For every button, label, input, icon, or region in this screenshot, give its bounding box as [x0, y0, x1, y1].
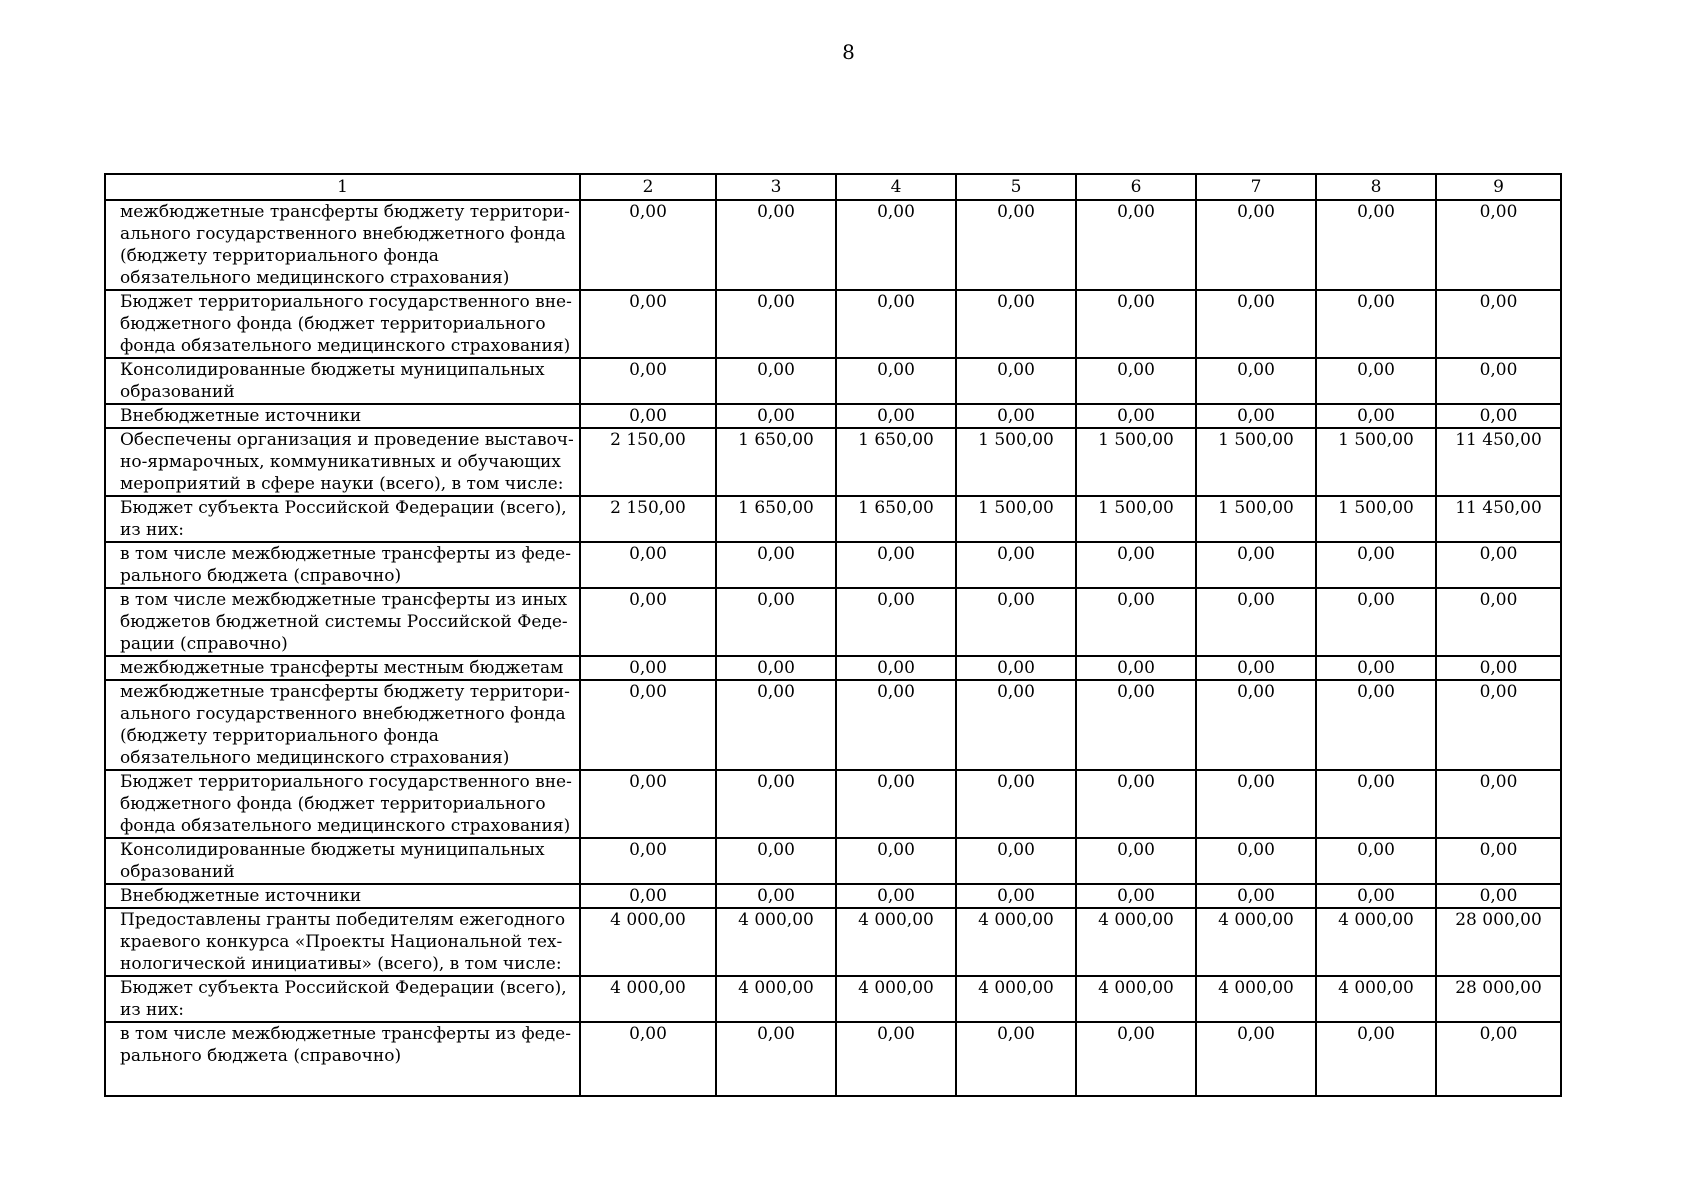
cell-value: 0,00 — [580, 290, 716, 358]
cell-value: 4 000,00 — [580, 976, 716, 1022]
cell-value: 0,00 — [716, 200, 836, 290]
cell-value: 1 500,00 — [1196, 496, 1316, 542]
cell-value: 4 000,00 — [1196, 976, 1316, 1022]
table-header — [105, 174, 1561, 200]
page-number: 8 — [842, 40, 855, 64]
column-header-2: 2 — [580, 174, 716, 200]
cell-value: 0,00 — [1436, 656, 1561, 680]
column-header-5: 5 — [956, 174, 1076, 200]
cell-value: 2 150,00 — [580, 428, 716, 496]
cell-value: 0,00 — [1436, 1022, 1561, 1096]
cell-value: 0,00 — [716, 290, 836, 358]
cell-value: 11 450,00 — [1436, 496, 1561, 542]
row-label: Бюджет территориального государственного вне-бюджетного фонда (бюджет территориального фонда обязательного медицинского страхования) — [105, 770, 580, 838]
cell-value: 0,00 — [1316, 290, 1436, 358]
table-row — [105, 200, 1561, 290]
cell-value: 0,00 — [580, 542, 716, 588]
table-row — [105, 770, 1561, 838]
cell-value: 0,00 — [716, 680, 836, 770]
header-row — [105, 174, 1561, 200]
cell-value: 0,00 — [716, 1022, 836, 1096]
cell-value: 11 450,00 — [1436, 428, 1561, 496]
cell-value: 4 000,00 — [580, 908, 716, 976]
cell-value: 0,00 — [1436, 884, 1561, 908]
row-label: Бюджет субъекта Российской Федерации (всего), из них: — [105, 496, 580, 542]
column-header-6: 6 — [1076, 174, 1196, 200]
table-row — [105, 496, 1561, 542]
cell-value: 0,00 — [1196, 588, 1316, 656]
cell-value: 4 000,00 — [836, 976, 956, 1022]
cell-value: 0,00 — [956, 542, 1076, 588]
cell-value: 0,00 — [956, 358, 1076, 404]
cell-value: 0,00 — [1196, 358, 1316, 404]
cell-value: 0,00 — [580, 404, 716, 428]
cell-value: 1 500,00 — [1316, 428, 1436, 496]
cell-value: 0,00 — [836, 770, 956, 838]
cell-value: 0,00 — [1076, 542, 1196, 588]
cell-value: 0,00 — [716, 404, 836, 428]
table-row — [105, 976, 1561, 1022]
row-label: Обеспечены организация и проведение выставоч-но-ярмарочных, коммуникативных и обучающих мероприятий в сфере науки (всего), в том числе: — [105, 428, 580, 496]
cell-value: 0,00 — [956, 770, 1076, 838]
table-row — [105, 404, 1561, 428]
cell-value: 0,00 — [1436, 200, 1561, 290]
cell-value: 0,00 — [1076, 290, 1196, 358]
cell-value: 4 000,00 — [1196, 908, 1316, 976]
cell-value: 0,00 — [956, 838, 1076, 884]
cell-value: 0,00 — [1076, 588, 1196, 656]
row-label: Бюджет территориального государственного вне-бюджетного фонда (бюджет территориального фонда обязательного медицинского страхования) — [105, 290, 580, 358]
cell-value: 0,00 — [1076, 200, 1196, 290]
cell-value: 0,00 — [580, 656, 716, 680]
cell-value: 0,00 — [580, 838, 716, 884]
cell-value: 4 000,00 — [1076, 908, 1196, 976]
cell-value: 0,00 — [836, 200, 956, 290]
cell-value: 0,00 — [1436, 680, 1561, 770]
cell-value: 0,00 — [716, 770, 836, 838]
cell-value: 0,00 — [1316, 680, 1436, 770]
cell-value: 28 000,00 — [1436, 976, 1561, 1022]
cell-value: 0,00 — [956, 680, 1076, 770]
cell-value: 28 000,00 — [1436, 908, 1561, 976]
cell-value: 0,00 — [836, 588, 956, 656]
cell-value: 1 500,00 — [1316, 496, 1436, 542]
cell-value: 0,00 — [1196, 404, 1316, 428]
cell-value: 0,00 — [716, 542, 836, 588]
cell-value: 0,00 — [716, 838, 836, 884]
cell-value: 0,00 — [580, 680, 716, 770]
cell-value: 0,00 — [836, 680, 956, 770]
table-row — [105, 358, 1561, 404]
cell-value: 0,00 — [716, 884, 836, 908]
cell-value: 0,00 — [716, 588, 836, 656]
cell-value: 0,00 — [1436, 838, 1561, 884]
cell-value: 0,00 — [1076, 884, 1196, 908]
cell-value: 1 500,00 — [956, 496, 1076, 542]
cell-value: 0,00 — [580, 884, 716, 908]
cell-value: 1 650,00 — [836, 428, 956, 496]
cell-value: 0,00 — [1316, 838, 1436, 884]
row-label: в том числе межбюджетные трансферты из феде-рального бюджета (справочно) — [105, 1022, 580, 1096]
cell-value: 0,00 — [956, 656, 1076, 680]
cell-value: 0,00 — [1196, 770, 1316, 838]
table-row — [105, 428, 1561, 496]
cell-value: 0,00 — [1196, 680, 1316, 770]
cell-value: 4 000,00 — [716, 976, 836, 1022]
cell-value: 0,00 — [956, 290, 1076, 358]
cell-value: 4 000,00 — [1316, 908, 1436, 976]
cell-value: 0,00 — [1076, 404, 1196, 428]
cell-value: 0,00 — [1076, 1022, 1196, 1096]
cell-value: 0,00 — [1436, 358, 1561, 404]
row-label: в том числе межбюджетные трансферты из иных бюджетов бюджетной системы Российской Феде-рации (справочно) — [105, 588, 580, 656]
row-label: межбюджетные трансферты бюджету территори-ального государственного внебюджетного фонда (бюджету территориального фонда обязательного медицинского страхования) — [105, 200, 580, 290]
cell-value: 0,00 — [836, 884, 956, 908]
cell-value: 0,00 — [716, 656, 836, 680]
cell-value: 0,00 — [956, 404, 1076, 428]
cell-value: 0,00 — [1316, 542, 1436, 588]
cell-value: 0,00 — [1316, 1022, 1436, 1096]
cell-value: 0,00 — [836, 656, 956, 680]
cell-value: 0,00 — [836, 358, 956, 404]
table-body — [105, 200, 1561, 1096]
cell-value: 0,00 — [836, 290, 956, 358]
table-row — [105, 680, 1561, 770]
cell-value: 0,00 — [580, 200, 716, 290]
row-label: Консолидированные бюджеты муниципальных образований — [105, 838, 580, 884]
cell-value: 0,00 — [1196, 542, 1316, 588]
row-label: Внебюджетные источники — [105, 404, 580, 428]
table-row — [105, 838, 1561, 884]
cell-value: 1 650,00 — [716, 428, 836, 496]
column-header-3: 3 — [716, 174, 836, 200]
cell-value: 4 000,00 — [716, 908, 836, 976]
cell-value: 0,00 — [836, 838, 956, 884]
cell-value: 1 500,00 — [956, 428, 1076, 496]
column-header-7: 7 — [1196, 174, 1316, 200]
row-label: в том числе межбюджетные трансферты из феде-рального бюджета (справочно) — [105, 542, 580, 588]
column-header-4: 4 — [836, 174, 956, 200]
cell-value: 0,00 — [956, 884, 1076, 908]
budget-table — [104, 173, 1562, 1097]
table-row — [105, 884, 1561, 908]
row-label: межбюджетные трансферты бюджету территори-ального государственного внебюджетного фонда (бюджету территориального фонда обязательного медицинского страхования) — [105, 680, 580, 770]
cell-value: 0,00 — [1196, 200, 1316, 290]
cell-value: 0,00 — [1316, 656, 1436, 680]
column-header-9: 9 — [1436, 174, 1561, 200]
cell-value: 0,00 — [580, 1022, 716, 1096]
cell-value: 0,00 — [1076, 770, 1196, 838]
cell-value: 0,00 — [1436, 542, 1561, 588]
cell-value: 0,00 — [1196, 290, 1316, 358]
cell-value: 0,00 — [1196, 838, 1316, 884]
column-header-8: 8 — [1316, 174, 1436, 200]
cell-value: 0,00 — [1316, 770, 1436, 838]
cell-value: 0,00 — [1316, 358, 1436, 404]
cell-value: 0,00 — [956, 588, 1076, 656]
cell-value: 0,00 — [580, 770, 716, 838]
cell-value: 0,00 — [716, 358, 836, 404]
cell-value: 0,00 — [580, 358, 716, 404]
table-row — [105, 290, 1561, 358]
cell-value: 0,00 — [1076, 838, 1196, 884]
cell-value: 2 150,00 — [580, 496, 716, 542]
cell-value: 0,00 — [1316, 884, 1436, 908]
cell-value: 0,00 — [956, 200, 1076, 290]
cell-value: 4 000,00 — [956, 976, 1076, 1022]
cell-value: 1 500,00 — [1076, 496, 1196, 542]
cell-value: 1 650,00 — [716, 496, 836, 542]
row-label: Бюджет субъекта Российской Федерации (всего), из них: — [105, 976, 580, 1022]
cell-value: 0,00 — [1436, 404, 1561, 428]
cell-value: 0,00 — [1436, 770, 1561, 838]
cell-value: 0,00 — [1316, 404, 1436, 428]
column-header-1: 1 — [105, 174, 580, 200]
table-row — [105, 656, 1561, 680]
cell-value: 0,00 — [1436, 290, 1561, 358]
cell-value: 0,00 — [1196, 1022, 1316, 1096]
cell-value: 0,00 — [836, 1022, 956, 1096]
cell-value: 1 650,00 — [836, 496, 956, 542]
row-label: Предоставлены гранты победителям ежегодного краевого конкурса «Проекты Национальной тех-нологической инициативы» (всего), в том числе: — [105, 908, 580, 976]
row-label: Консолидированные бюджеты муниципальных образований — [105, 358, 580, 404]
cell-value: 4 000,00 — [1316, 976, 1436, 1022]
cell-value: 0,00 — [1436, 588, 1561, 656]
cell-value: 1 500,00 — [1076, 428, 1196, 496]
table-row — [105, 908, 1561, 976]
cell-value: 0,00 — [836, 404, 956, 428]
cell-value: 1 500,00 — [1196, 428, 1316, 496]
cell-value: 4 000,00 — [956, 908, 1076, 976]
table-row — [105, 542, 1561, 588]
cell-value: 0,00 — [1196, 884, 1316, 908]
cell-value: 4 000,00 — [836, 908, 956, 976]
cell-value: 0,00 — [1076, 656, 1196, 680]
cell-value: 4 000,00 — [1076, 976, 1196, 1022]
table-row — [105, 588, 1561, 656]
cell-value: 0,00 — [1076, 358, 1196, 404]
cell-value: 0,00 — [836, 542, 956, 588]
row-label: межбюджетные трансферты местным бюджетам — [105, 656, 580, 680]
cell-value: 0,00 — [956, 1022, 1076, 1096]
cell-value: 0,00 — [580, 588, 716, 656]
cell-value: 0,00 — [1316, 588, 1436, 656]
cell-value: 0,00 — [1316, 200, 1436, 290]
cell-value: 0,00 — [1076, 680, 1196, 770]
table-row — [105, 1022, 1561, 1096]
cell-value: 0,00 — [1196, 656, 1316, 680]
row-label: Внебюджетные источники — [105, 884, 580, 908]
